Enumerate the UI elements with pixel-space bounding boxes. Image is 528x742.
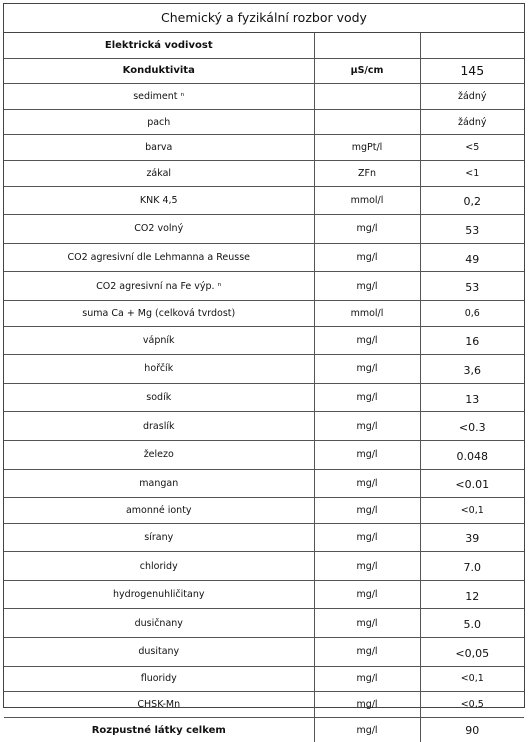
parameter-unit: µS/cm: [314, 58, 420, 84]
parameter-unit: mg/l: [314, 498, 420, 524]
parameter-name: dusičnany: [4, 609, 314, 638]
table-row: [4, 717, 524, 742]
table-row: [4, 84, 524, 110]
parameter-value: 3,6: [420, 355, 524, 384]
parameter-value: <0,5: [420, 692, 524, 718]
table-row: [4, 498, 524, 524]
parameter-name: amonné ionty: [4, 498, 314, 524]
parameter-value: 12: [420, 580, 524, 609]
parameter-value: 53: [420, 272, 524, 301]
parameter-value: <0,05: [420, 638, 524, 667]
parameter-unit: mgPt/l: [314, 135, 420, 161]
parameter-value: [420, 33, 524, 58]
parameter-name: KNK 4,5: [4, 186, 314, 215]
table-row: [4, 383, 524, 412]
parameter-value: žádný: [420, 109, 524, 135]
table-row: [4, 215, 524, 244]
parameter-value: <0.01: [420, 469, 524, 498]
table-row: [4, 33, 524, 58]
parameter-value: 0,6: [420, 300, 524, 326]
parameter-name: sírany: [4, 523, 314, 552]
parameter-name: mangan: [4, 469, 314, 498]
table-row: [4, 609, 524, 638]
parameter-value: <0,1: [420, 666, 524, 692]
parameter-unit: mg/l: [314, 326, 420, 355]
parameter-unit: mg/l: [314, 412, 420, 441]
parameter-value: <5: [420, 135, 524, 161]
parameter-value: <0.3: [420, 412, 524, 441]
parameter-value: 53: [420, 215, 524, 244]
parameter-name: pach: [4, 109, 314, 135]
table-row: [4, 243, 524, 272]
parameter-unit: mg/l: [314, 383, 420, 412]
table-row: [4, 638, 524, 667]
parameter-name: železo: [4, 440, 314, 469]
parameter-value: 39: [420, 523, 524, 552]
analysis-table-body: [4, 33, 524, 742]
parameter-name: hořčík: [4, 355, 314, 384]
parameter-unit: mg/l: [314, 717, 420, 742]
table-row: [4, 469, 524, 498]
parameter-value: 0.048: [420, 440, 524, 469]
parameter-value: 0,2: [420, 186, 524, 215]
parameter-name: chloridy: [4, 552, 314, 581]
parameter-name: CO2 volný: [4, 215, 314, 244]
parameter-value: 13: [420, 383, 524, 412]
parameter-value: 90: [420, 717, 524, 742]
parameter-unit: mg/l: [314, 552, 420, 581]
parameter-name: sodík: [4, 383, 314, 412]
parameter-name: Konduktivita: [4, 58, 314, 84]
parameter-name: CO2 agresivní na Fe výp. ⁿ: [4, 272, 314, 301]
parameter-name: zákal: [4, 160, 314, 186]
parameter-unit: mmol/l: [314, 300, 420, 326]
table-row: [4, 523, 524, 552]
parameter-unit: [314, 33, 420, 58]
parameter-name: Rozpustné látky celkem: [4, 717, 314, 742]
parameter-unit: mg/l: [314, 580, 420, 609]
parameter-unit: mg/l: [314, 666, 420, 692]
parameter-name: CO2 agresivní dle Lehmanna a Reusse: [4, 243, 314, 272]
parameter-value: 5.0: [420, 609, 524, 638]
parameter-unit: mg/l: [314, 469, 420, 498]
parameter-unit: mg/l: [314, 440, 420, 469]
analysis-sheet: [3, 3, 525, 737]
parameter-unit: ZFn: [314, 160, 420, 186]
table-row: [4, 135, 524, 161]
table-row: [4, 440, 524, 469]
parameter-unit: mg/l: [314, 243, 420, 272]
parameter-name: sediment ⁿ: [4, 84, 314, 110]
parameter-value: žádný: [420, 84, 524, 110]
table-row: [4, 58, 524, 84]
table-row: [4, 412, 524, 441]
parameter-value: <1: [420, 160, 524, 186]
parameter-name: draslík: [4, 412, 314, 441]
parameter-unit: mg/l: [314, 215, 420, 244]
parameter-value: 16: [420, 326, 524, 355]
parameter-unit: mg/l: [314, 638, 420, 667]
parameter-name: hydrogenuhličitany: [4, 580, 314, 609]
document-title: Chemický a fyzikální rozbor vody: [4, 4, 524, 33]
parameter-unit: mg/l: [314, 355, 420, 384]
parameter-unit: mmol/l: [314, 186, 420, 215]
table-row: [4, 160, 524, 186]
table-row: [4, 326, 524, 355]
table-row: [4, 109, 524, 135]
table-row: [4, 580, 524, 609]
table-row: [4, 552, 524, 581]
table-row: [4, 272, 524, 301]
table-row: [4, 300, 524, 326]
parameter-unit: [314, 109, 420, 135]
parameter-unit: mg/l: [314, 272, 420, 301]
parameter-unit: mg/l: [314, 692, 420, 718]
parameter-unit: mg/l: [314, 609, 420, 638]
parameter-value: 7.0: [420, 552, 524, 581]
parameter-name: fluoridy: [4, 666, 314, 692]
table-row: [4, 666, 524, 692]
parameter-name: barva: [4, 135, 314, 161]
parameter-name: Elektrická vodivost: [4, 33, 314, 58]
parameter-value: 145: [420, 58, 524, 84]
parameter-value: 49: [420, 243, 524, 272]
table-row: [4, 186, 524, 215]
parameter-name: vápník: [4, 326, 314, 355]
parameter-name: suma Ca + Mg (celková tvrdost): [4, 300, 314, 326]
parameter-unit: mg/l: [314, 523, 420, 552]
table-row: [4, 355, 524, 384]
parameter-unit: [314, 84, 420, 110]
table-row: [4, 692, 524, 718]
analysis-table: [4, 33, 524, 742]
parameter-name: dusitany: [4, 638, 314, 667]
parameter-name: CHSK-Mn: [4, 692, 314, 718]
parameter-value: <0,1: [420, 498, 524, 524]
